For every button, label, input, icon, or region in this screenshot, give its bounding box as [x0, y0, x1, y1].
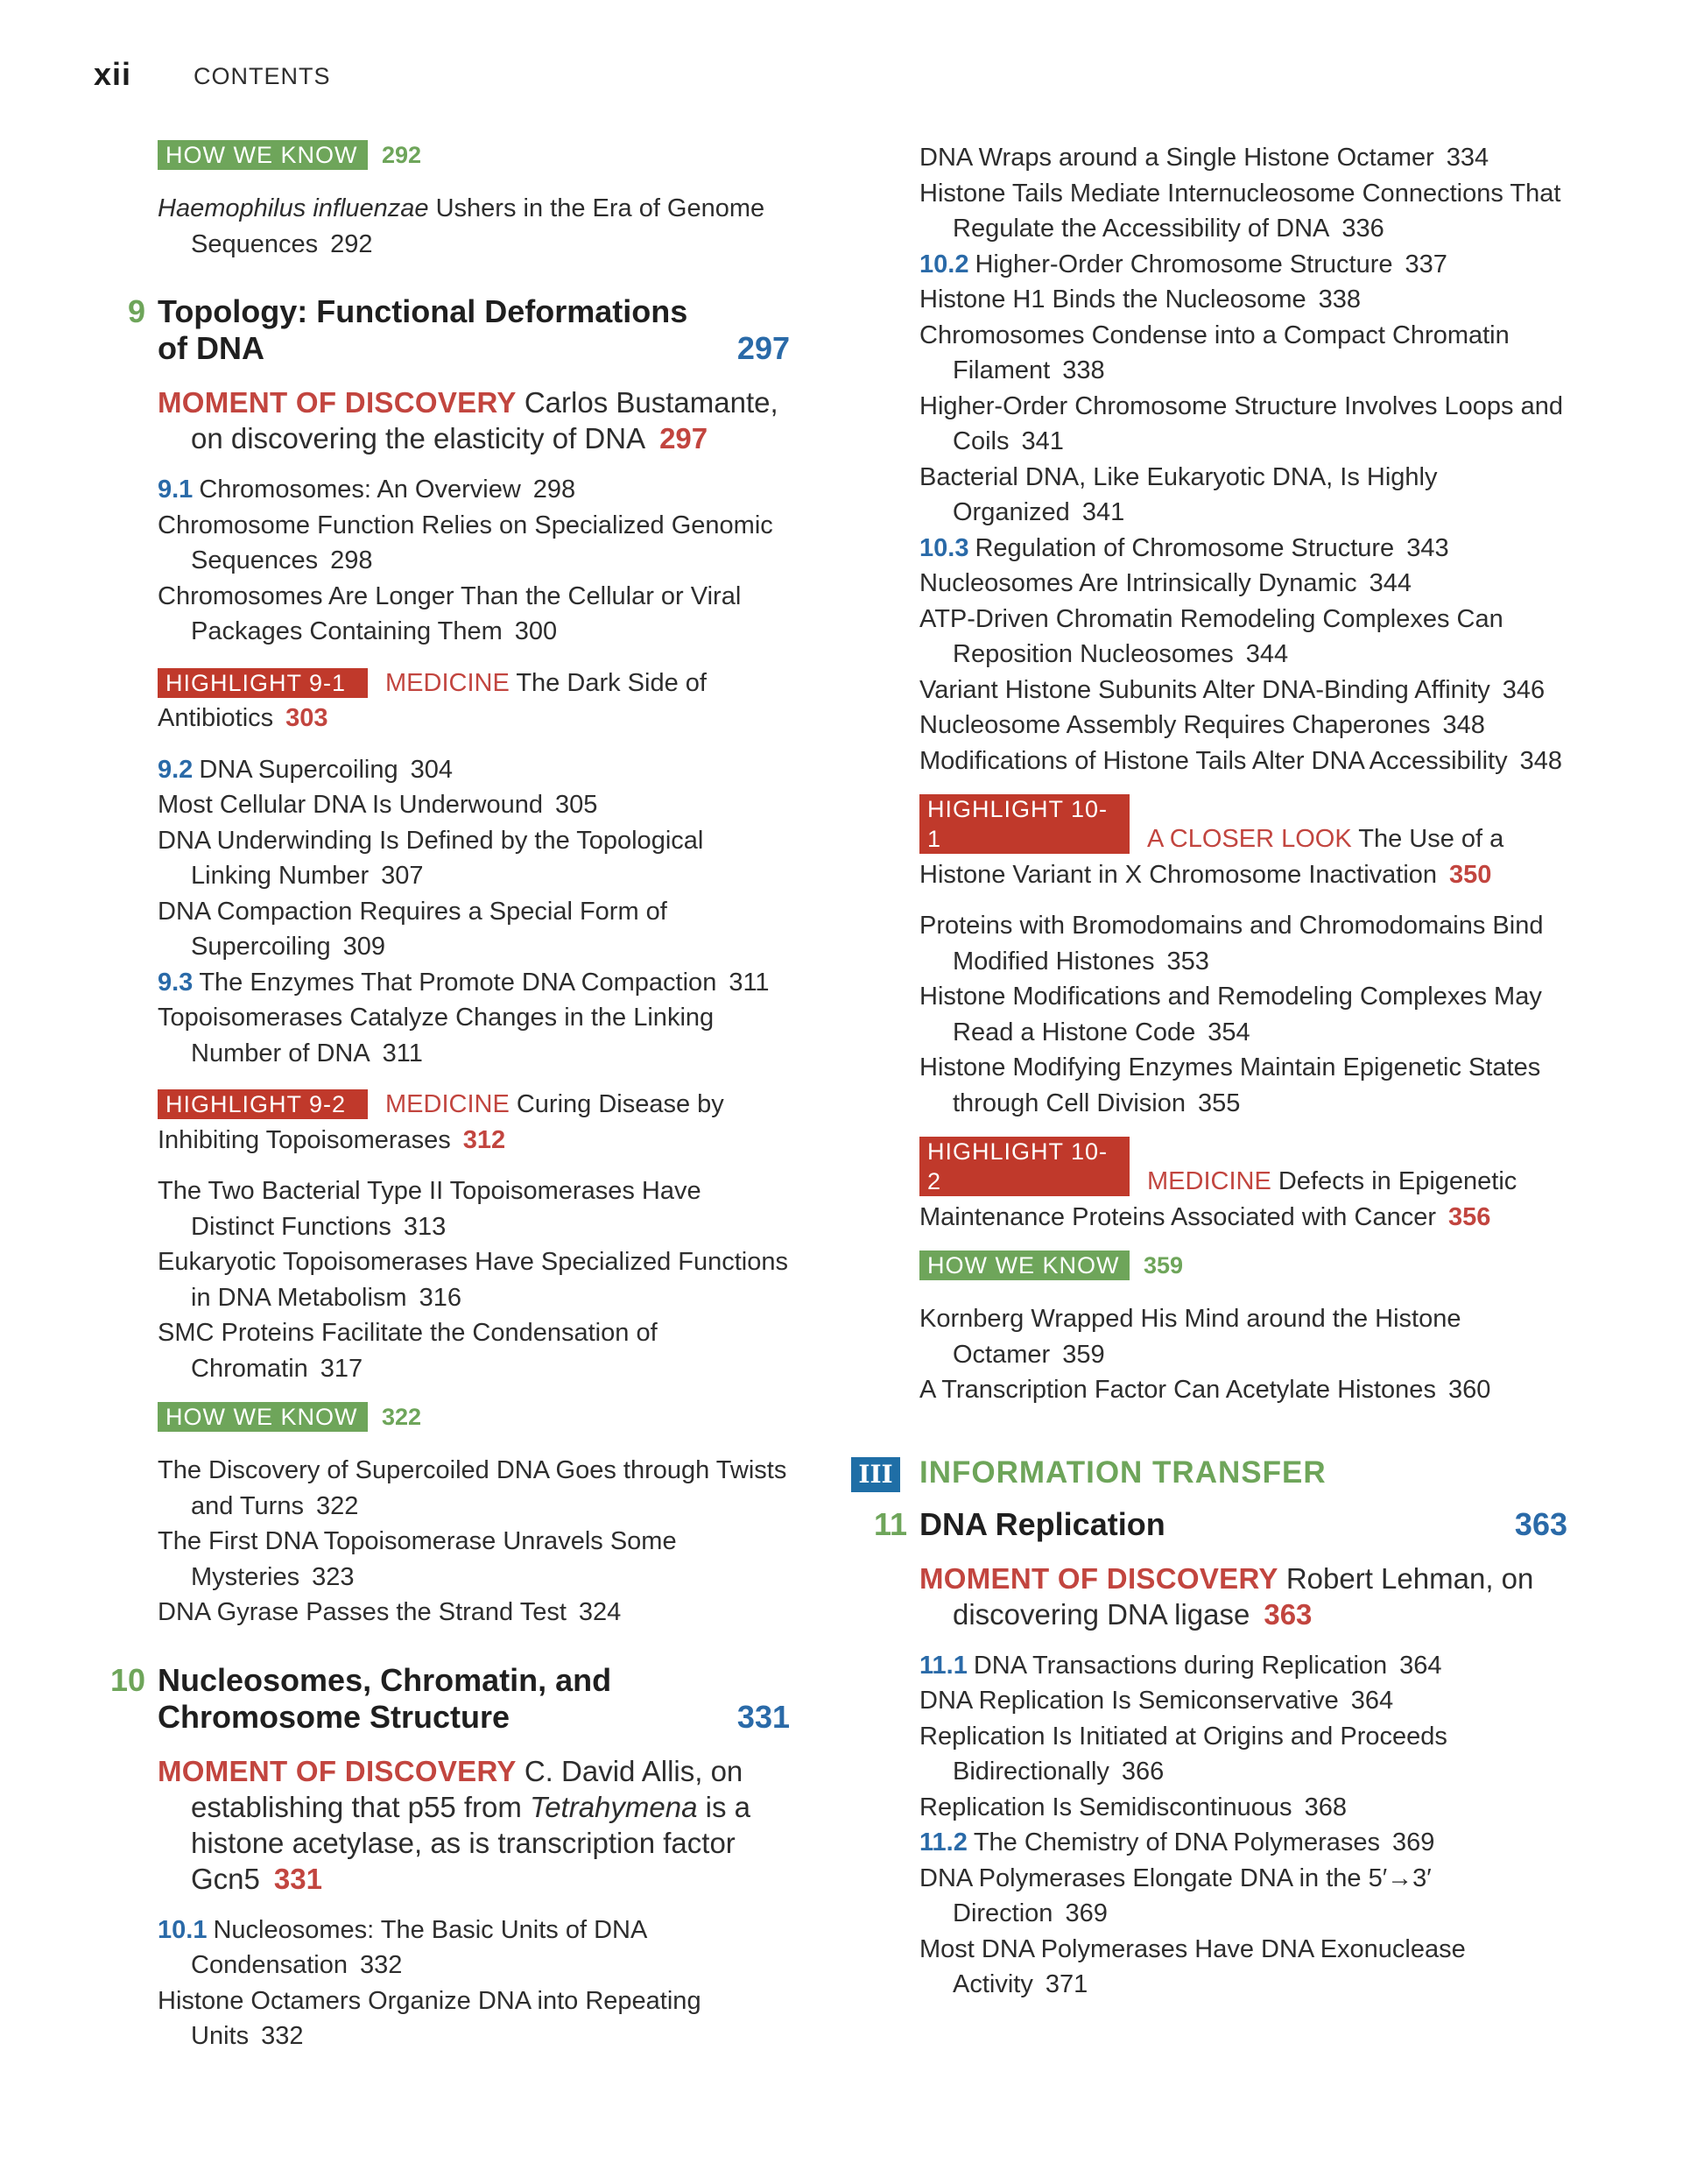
toc-entry[interactable]: Modifications of Histone Tails Alter DNA Accessibility 348 — [919, 746, 1562, 775]
right-column — [858, 140, 1567, 2003]
chapter-number: 11 — [873, 1505, 907, 1542]
how-we-know-row — [158, 140, 788, 175]
how-we-know-row — [919, 1251, 1567, 1286]
toc-entry[interactable]: Nucleosomes Are Intrinsically Dynamic 344 — [919, 569, 1412, 597]
toc-entry[interactable]: Eukaryotic Topoisomerases Have Specialized Functions in DNA Metabolism 316 — [158, 1248, 788, 1312]
entry-page: 292 — [330, 229, 373, 258]
toc-entry[interactable]: Proteins with Bromodomains and Chromodomains Bind Modified Histones 353 — [919, 912, 1544, 976]
how-we-know-page: 322 — [382, 1403, 422, 1430]
part-title: INFORMATION TRANSFER — [919, 1455, 1327, 1490]
toc-entry[interactable]: Histone Modifications and Remodeling Complexes May Read a Histone Code 354 — [919, 983, 1542, 1046]
toc-section-entry[interactable]: 9.2 DNA Supercoiling 304 — [158, 755, 454, 784]
toc-entry[interactable]: Nucleosome Assembly Requires Chaperones 348 — [919, 711, 1485, 739]
toc-entry[interactable]: Histone Modifying Enzymes Maintain Epigenetic States through Cell Division 355 — [919, 1053, 1541, 1117]
chapter-11-heading[interactable] — [873, 1505, 1567, 1543]
how-we-know-badge: HOW WE KNOW — [919, 1251, 1130, 1280]
toc-entry[interactable]: The Discovery of Supercoiled DNA Goes through Twists and Turns 322 — [158, 1456, 787, 1520]
toc-section-entry[interactable]: 10.1 Nucleosomes: The Basic Units of DNA Condensation 332 — [158, 1915, 646, 1979]
chapter-page: 363 — [1514, 1505, 1567, 1542]
section-name: CONTENTS — [194, 63, 331, 89]
toc-entry[interactable]: Topoisomerases Catalyze Changes in the Linking Number of DNA 311 — [158, 1004, 715, 1067]
chapter-page: 331 — [736, 1698, 790, 1735]
toc-entry[interactable]: DNA Gyrase Passes the Strand Test 324 — [158, 1598, 622, 1626]
toc-section-entry[interactable]: 11.2 The Chemistry of DNA Polymerases 369 — [919, 1828, 1435, 1856]
toc-section-entry[interactable]: 10.2 Higher-Order Chromosome Structure 337 — [919, 250, 1447, 278]
toc-entry[interactable]: Chromosomes Condense into a Compact Chromatin Filament 338 — [919, 321, 1510, 384]
chapter-title: Nucleosomes, Chromatin, and Chromosome Structure — [158, 1661, 612, 1735]
chapter-title: DNA Replication — [919, 1505, 1165, 1542]
how-we-know-badge: HOW WE KNOW — [158, 1402, 368, 1432]
highlight-badge: HIGHLIGHT 9-2 — [158, 1089, 368, 1119]
toc-entry[interactable]: Replication Is Semidiscontinuous 368 — [919, 1793, 1347, 1821]
how-we-know-row — [158, 1402, 788, 1437]
toc-entry[interactable]: The First DNA Topoisomerase Unravels Some Mysteries 323 — [158, 1527, 677, 1591]
toc-entry[interactable]: DNA Compaction Requires a Special Form of Supercoiling 309 — [158, 897, 667, 961]
toc-entry[interactable]: DNA Wraps around a Single Histone Octamer 334 — [919, 144, 1489, 172]
toc-entry[interactable]: Bacterial DNA, Like Eukaryotic DNA, Is Highly Organized 341 — [919, 462, 1438, 526]
page-number: xii — [94, 56, 132, 92]
toc-entry[interactable]: Histone Tails Mediate Internucleosome Connections That Regulate the Accessibility of DNA 336 — [919, 179, 1561, 243]
highlight-badge: HIGHLIGHT 10-2 — [919, 1137, 1130, 1196]
highlight-10-2[interactable]: HIGHLIGHT 10-2 MEDICINE Defects in Epigenetic Maintenance Proteins Associated with Cancer 356 — [919, 1138, 1517, 1231]
toc-entry[interactable]: DNA Underwinding Is Defined by the Topological Linking Number 307 — [158, 826, 704, 890]
toc-entry[interactable]: Kornberg Wrapped His Mind around the Histone Octamer 359 — [919, 1305, 1461, 1369]
highlight-badge: HIGHLIGHT 9-1 — [158, 668, 368, 698]
toc-entry[interactable]: Most DNA Polymerases Have DNA Exonuclease Activity 371 — [919, 1934, 1466, 1998]
chapter-9-heading[interactable] — [127, 293, 790, 367]
toc-entry[interactable]: Haemophilus influenzae Ushers in the Era of Genome Sequences 292 — [158, 194, 765, 258]
toc-entry[interactable]: Chromosomes Are Longer Than the Cellular or Viral Packages Containing Them 300 — [158, 581, 742, 645]
toc-entry[interactable]: ATP-Driven Chromatin Remodeling Complexes Can Reposition Nucleosomes 344 — [919, 604, 1503, 668]
toc-entry[interactable]: Histone H1 Binds the Nucleosome 338 — [919, 285, 1362, 314]
how-we-know-badge: HOW WE KNOW — [158, 140, 368, 170]
toc-entry[interactable]: Variant Histone Subunits Alter DNA-Binding Affinity 346 — [919, 675, 1546, 704]
toc-section-entry[interactable]: 9.1 Chromosomes: An Overview 298 — [158, 476, 576, 504]
chapter-number: 10 — [109, 1661, 145, 1698]
highlight-9-2[interactable]: HIGHLIGHT 9-2 MEDICINE Curing Disease by Inhibiting Topoisomerases 312 — [158, 1090, 724, 1154]
moment-of-discovery[interactable]: MOMENT OF DISCOVERY Carlos Bustamante, on discovering the elasticity of DNA 297 — [158, 386, 778, 454]
highlight-10-1[interactable]: HIGHLIGHT 10-1 A CLOSER LOOK The Use of a Histone Variant in X Chromosome Inactivation 350 — [919, 796, 1504, 889]
toc-entry[interactable]: Replication Is Initiated at Origins and Proceeds Bidirectionally 366 — [919, 1722, 1447, 1786]
left-column — [109, 140, 790, 2054]
how-we-know-page: 359 — [1144, 1251, 1184, 1279]
toc-section-entry[interactable]: 10.3 Regulation of Chromosome Structure 343 — [919, 533, 1449, 562]
toc-entry[interactable]: SMC Proteins Facilitate the Condensation of Chromatin 317 — [158, 1319, 658, 1383]
part-heading[interactable] — [858, 1452, 1567, 1497]
part-number-badge: III — [851, 1457, 900, 1492]
toc-entry[interactable]: A Transcription Factor Can Acetylate Histones 360 — [919, 1376, 1491, 1404]
toc-section-entry[interactable]: 9.3 The Enzymes That Promote DNA Compaction 311 — [158, 968, 770, 997]
toc-entry[interactable]: Chromosome Function Relies on Specialized Genomic Sequences 298 — [158, 511, 773, 574]
moment-of-discovery[interactable]: MOMENT OF DISCOVERY Robert Lehman, on discovering DNA ligase 363 — [919, 1561, 1534, 1631]
toc-entry[interactable]: Most Cellular DNA Is Underwound 305 — [158, 791, 598, 819]
chapter-page: 297 — [736, 330, 790, 366]
highlight-9-1[interactable]: HIGHLIGHT 9-1 MEDICINE The Dark Side of Antibiotics 303 — [158, 668, 707, 732]
toc-entry[interactable]: The Two Bacterial Type II Topoisomerases Have Distinct Functions 313 — [158, 1177, 701, 1241]
moment-of-discovery[interactable]: MOMENT OF DISCOVERY C. David Allis, on establishing that p55 from Tetrahymena is a histone acetylase, as is transcription factor Gcn5 331 — [158, 1754, 750, 1895]
toc-entry[interactable]: DNA Replication Is Semiconservative 364 — [919, 1687, 1394, 1715]
toc-entry[interactable]: Higher-Order Chromosome Structure Involves Loops and Coils 341 — [919, 391, 1563, 455]
chapter-number: 9 — [127, 293, 145, 329]
toc-entry[interactable]: Histone Octamers Organize DNA into Repeating Units 332 — [158, 1986, 701, 2050]
chapter-10-heading[interactable] — [109, 1661, 790, 1736]
chapter-title: Topology: Functional Deformations of DNA — [158, 293, 688, 366]
toc-entry[interactable]: DNA Polymerases Elongate DNA in the 5′→3′ Direction 369 — [919, 1863, 1432, 1927]
how-we-know-page: 292 — [382, 141, 422, 168]
highlight-badge: HIGHLIGHT 10-1 — [919, 794, 1130, 854]
toc-section-entry[interactable]: 11.1 DNA Transactions during Replication 364 — [919, 1651, 1442, 1680]
